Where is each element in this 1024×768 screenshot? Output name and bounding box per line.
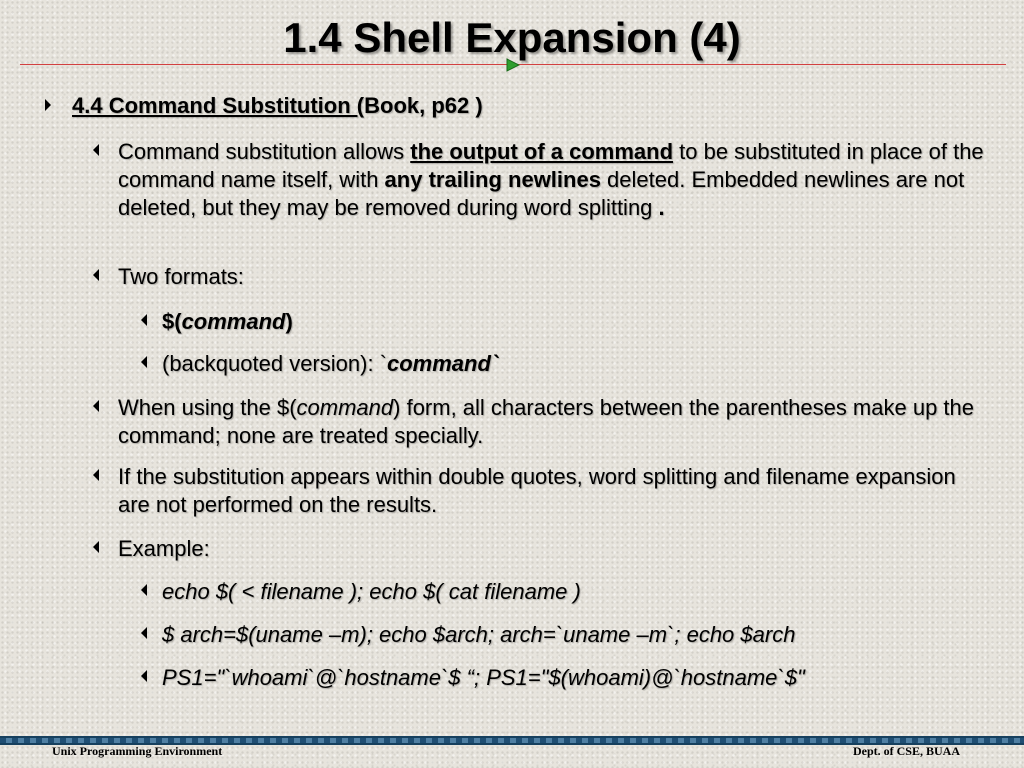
section-heading: 4.4 Command Substitution ( — [72, 93, 365, 118]
bullet-icon — [140, 355, 148, 369]
bullet-icon — [140, 626, 148, 640]
code-text: ) — [285, 309, 293, 334]
bullet-icon — [92, 143, 100, 157]
bullet-icon — [92, 540, 100, 554]
footer-course-name: Unix Programming Environment — [52, 744, 223, 758]
code-text: command — [296, 395, 394, 420]
paragraph-text: deleted. Embedded newlines are not deleted, but they may be removed during word splitting — [118, 167, 965, 220]
code-text: $( — [162, 309, 182, 334]
bullet-icon — [92, 268, 100, 282]
bullet-icon — [140, 583, 148, 597]
paragraph-text: ) form, all characters between the parentheses make up the command; none are treated specially. — [118, 395, 975, 448]
bullet-icon — [140, 669, 148, 683]
code-example: $ arch=$(uname –m); echo $arch; arch=`uname –m`; echo $arch — [162, 622, 796, 647]
code-example: PS1="`whoami`@`hostname`$ “; PS1="$(whoami)@`hostname`$" — [162, 665, 805, 690]
bullet-icon — [140, 313, 148, 327]
slide-title: 1.4 Shell Expansion (4) — [283, 14, 741, 61]
code-text: command` — [387, 351, 499, 376]
paragraph-text: If the substitution appears within double quotes, word splitting and filename expansion are not performed on the results. — [118, 464, 956, 517]
code-text: command — [181, 309, 286, 334]
paragraph-text: When using the $( — [118, 395, 297, 420]
bullet-icon — [92, 468, 100, 482]
bullet-icon — [92, 399, 100, 413]
paragraph-text: Example: — [118, 536, 210, 561]
paragraph-text: to be substituted in place of the command name itself, with — [118, 139, 984, 192]
code-example: echo $( < filename ); echo $( cat filename ) — [162, 579, 581, 604]
footer-department: Dept. of CSE, BUAA — [852, 744, 960, 758]
paragraph-text: Command substitution allows — [118, 139, 411, 164]
play-arrow-icon — [506, 58, 520, 72]
bullet-icon — [44, 98, 52, 112]
paragraph-text: Two formats: — [118, 264, 244, 289]
emphasis-text: . — [658, 195, 665, 220]
paragraph-text: (backquoted version): ` — [162, 351, 387, 376]
slide-footer — [0, 730, 1024, 768]
section-reference: Book, p62 ) — [364, 93, 483, 118]
emphasis-text: the output of a command — [410, 139, 674, 164]
emphasis-text: any trailing newlines — [384, 167, 601, 192]
